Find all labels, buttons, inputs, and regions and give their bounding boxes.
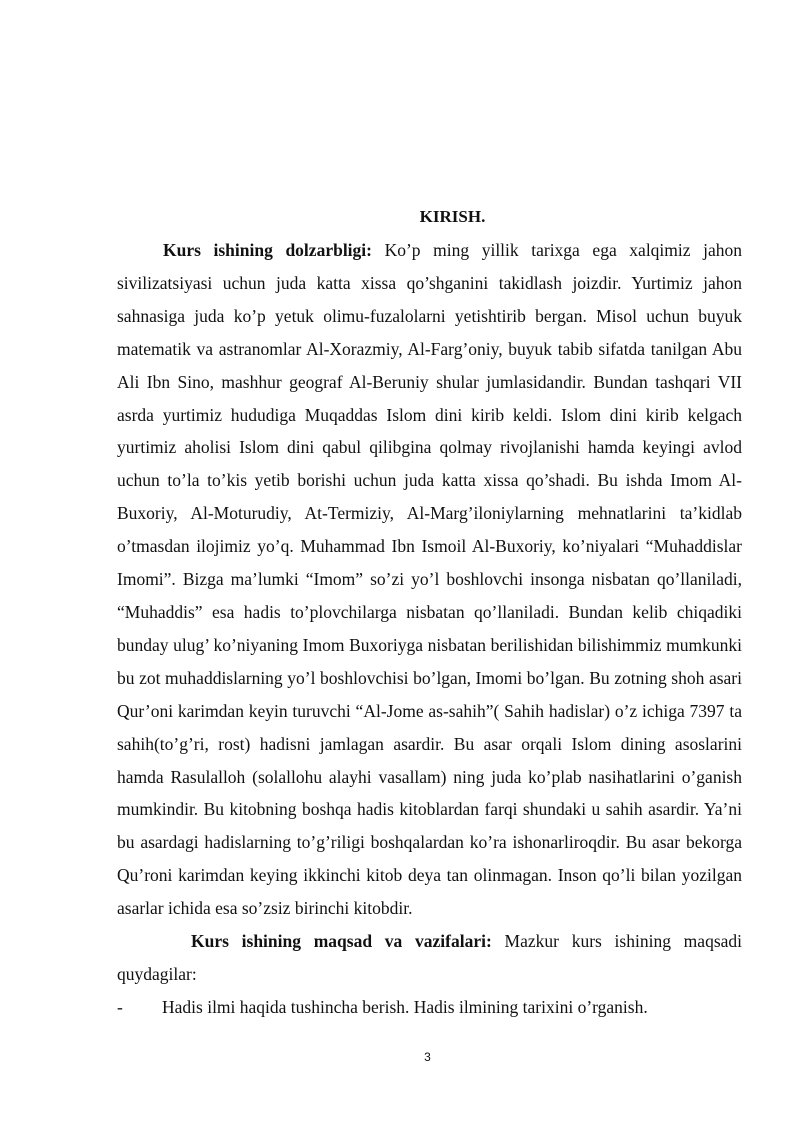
document-body: [117, 234, 742, 1024]
relevance-heading: Kurs ishining dolzarbligi:: [163, 240, 372, 260]
goals-text: Mazkur kurs ishining maqsadi quydagilar:: [117, 931, 743, 984]
relevance-text: Ko’p ming yillik tarixga ega xalqimiz jahon sivilizatsiyasi uchun juda katta xissa qo’shganini takidlash joizdir. Yurtimiz jahon sahnasiga juda ko’p yetuk olimu-fuzalolarni yetishtirib bergan. Misol uchun buyuk matematik va astranomlar Al-Xorazmiy, Al-Farg’oniy, buyuk tabib sifatda tanilgan Abu Ali Ibn Sino, mashhur geograf Al-Beruniy shular jumlasidandir. Bundan tashqari VII asrda yurtimiz hududiga Muqaddas Islom dini kirib keldi. Islom dini kirib kelgach yurtimiz aholisi Islom dini qabul qilibgina qolmay rivojlanishi hamda keyingi avlod uchun to’la to’kis yetib borishi uchun juda katta xissa qo’shadi. Bu ishda Imom Al-Buxoriy, Al-Moturudiy, At-Termiziy, Al-Marg’iloniylarning mehnatlarini ta’kidlab o’tmasdan ilojimiz yo’q. Muhammad Ibn Ismoil Al-Buxoriy, ko’niyalari “Muhaddislar Imomi”. Bizga ma’lumki “Imom” so’zi yo’l boshlovchi insonga nisbatan qo’llaniladi, “Muhaddis” esa hadis to’plovchilarga nisbatan qo’llaniladi. Bundan kelib chiqadiki bunday ulug’ ko’niyaning Imom Buxoriyga nisbatan berilishidan bilishimmiz mumkunki bu zot muhaddislarning yo’l boshlovchisi bo’lgan, Imomi bo’lgan. Bu zotning shoh asari Qur’oni karimdan keyin turuvchi “Al-Jome as-sahih”( Sahih hadislar) o’z ichiga 7397 ta sahih(to’g’ri, rost) hadisni jamlagan asardir. Bu asar orqali Islom dining asoslarini hamda Rasulalloh (solallohu alayhi vasallam) ning juda ko’plab nasihatlarini o’ganish mumkindir. Bu kitobning boshqa hadis kitoblardan farqi shundaki u sahih asardir. Ya’ni bu asardagi hadislarning to’g’riligi boshqalardan ko’ra ishonarliroqdir. Bu asar bekorga Qu’roni karimdan keying ikkinchi kitob deya tan olinmagan. Inson qo’li bilan yozilgan asarlar ichida esa so’zsiz birinchi kitobdir.: [117, 240, 743, 919]
list-bullet: -: [117, 996, 123, 1017]
list-item-text: Hadis ilmi haqida tushincha berish. Hadis ilmining tarixini o’rganish.: [162, 996, 648, 1017]
paragraph-relevance: [117, 234, 742, 925]
page-title: KIRISH.: [419, 207, 486, 226]
goals-heading: Kurs ishining maqsad va vazifalari:: [191, 931, 492, 952]
paragraph-goals: [117, 925, 742, 991]
list-item: [117, 991, 742, 1024]
page-number: 3: [424, 1050, 431, 1064]
